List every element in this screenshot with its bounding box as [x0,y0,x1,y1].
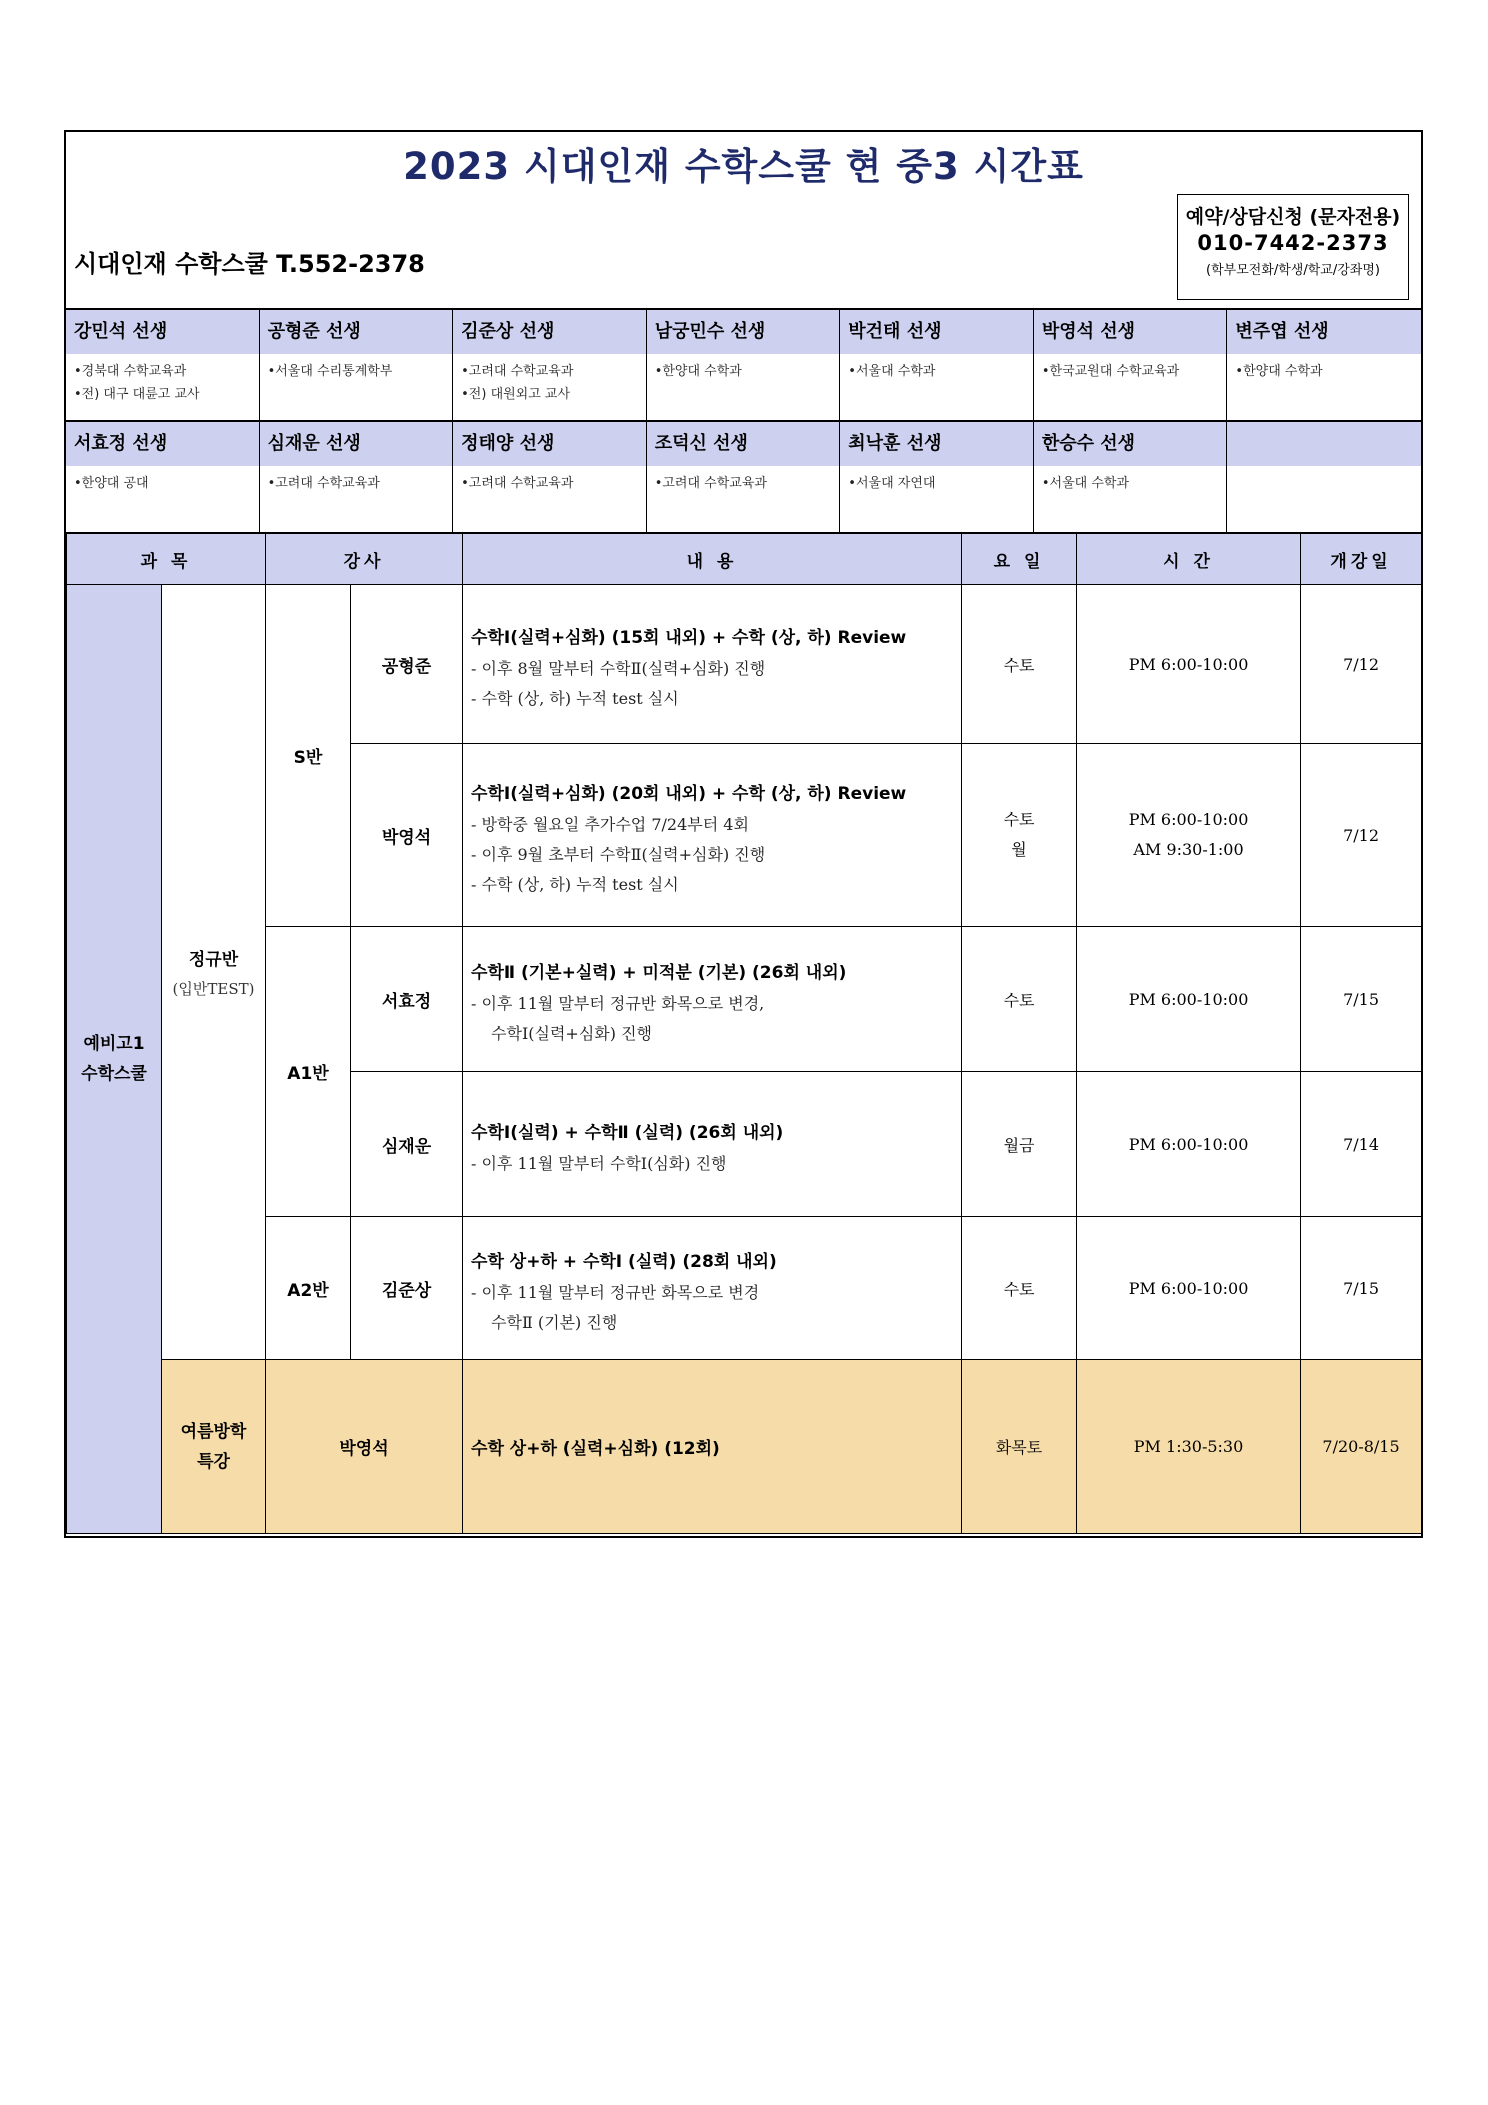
contact-note: (학부모전화/학생/학교/강좌명) [1206,263,1380,278]
table-row [67,927,1422,1072]
teacher-name: 김준상 선생 [453,310,647,354]
teacher-info: •고려대 수학교육과 [453,466,647,534]
category-cell: 예비고1 수학스쿨 [67,585,162,1534]
start-cell: 7/12 [1301,585,1422,744]
teacher-name: 박영석 선생 [1034,310,1228,354]
col-header-start: 개강일 [1301,533,1422,585]
time-cell: PM 6:00-10:00 AM 9:30-1:00 [1077,744,1301,927]
teacher-cell: 김준상 [351,1217,463,1360]
teacher-grid-row-2 [66,420,1421,534]
start-cell: 7/15 [1301,1217,1422,1360]
teacher-name: 남궁민수 선생 [647,310,841,354]
contact-box [1177,194,1409,300]
teacher-name: 정태양 선생 [453,422,647,466]
table-row [67,1217,1422,1360]
days-cell: 수토 월 [962,744,1077,927]
teacher-name: 조덕신 선생 [647,422,841,466]
teacher-info: •고려대 수학교육과 •전) 대원외고 교사 [453,354,647,422]
teacher-info: •한양대 수학과 [1235,364,1323,379]
teacher-name: 최낙훈 선생 [840,422,1034,466]
content-cell: 수학Ⅱ (기본+실력) + 미적분 (기본) (26회 내외) - 이후 11월 말부터 정규반 화목으로 변경, 수학Ⅰ(실력+심화) 진행 [463,927,962,1072]
contact-label: 예약/상담신청 (문자전용) [1185,206,1401,228]
teacher-info: •서울대 수학과 [840,354,1034,422]
days-cell: 수토 [962,1217,1077,1360]
teacher-info: •서울대 자연대 [840,466,1034,534]
timetable-document [64,130,1423,1538]
col-header-subject: 과 목 [67,533,266,585]
contact-number: 010-7442-2373 [1197,231,1389,255]
teacher-name: 한승수 선생 [1034,422,1228,466]
teacher-info [1227,466,1421,534]
page-title: 2023 시대인재 수학스쿨 현 중3 시간표 [403,145,1084,188]
content-cell: 수학Ⅰ(실력+심화) (15회 내외) + 수학 (상, 하) Review - 이후 8월 말부터 수학Ⅱ(실력+심화) 진행 - 수학 (상, 하) 누적 test 실시 [463,585,962,744]
teacher-info: •서울대 수학과 [1034,466,1228,534]
special-days-cell: 화목토 [962,1360,1077,1534]
teacher-cell: 심재운 [351,1072,463,1217]
org-phone: 시대인재 수학스쿨 T.552-2378 [74,250,425,278]
teacher-info: •고려대 수학교육과 [260,466,454,534]
col-header-days: 요 일 [962,533,1077,585]
col-header-content: 내 용 [463,533,962,585]
content-cell: 수학Ⅰ(실력) + 수학Ⅱ (실력) (26회 내외) - 이후 11월 말부터 수학Ⅰ(심화) 진행 [463,1072,962,1217]
col-header-teacher: 강사 [266,533,463,585]
teacher-info: •고려대 수학교육과 [647,466,841,534]
special-group-cell: 여름방학 특강 [162,1360,266,1534]
start-cell: 7/12 [1301,744,1422,927]
teacher-name: 변주엽 선생 [1227,310,1421,354]
table-header-row [67,533,1422,585]
class-a2-cell: A2반 [266,1217,351,1360]
table-row [67,585,1422,744]
teacher-info: •한국교원대 수학교육과 [1034,354,1228,422]
days-cell: 수토 [962,585,1077,744]
content-cell: 수학 상+하 + 수학Ⅰ (실력) (28회 내외) - 이후 11월 말부터 정규반 화목으로 변경 수학Ⅱ (기본) 진행 [463,1217,962,1360]
teacher-grid-row-1 [66,308,1421,422]
start-cell: 7/14 [1301,1072,1422,1217]
teacher-cell: 박영석 [351,744,463,927]
start-cell: 7/15 [1301,927,1422,1072]
special-teacher-cell: 박영석 [266,1360,463,1534]
teacher-cell: 공형준 [351,585,463,744]
teacher-name: 강민석 선생 [66,310,260,354]
teacher-cell: 서효정 [351,927,463,1072]
special-row [67,1360,1422,1534]
teacher-info: •한양대 수학과 [647,354,841,422]
teacher-name: 심재운 선생 [260,422,454,466]
group-cell: 정규반 (입반TEST) [162,585,266,1360]
teacher-name: 공형준 선생 [260,310,454,354]
time-cell: PM 6:00-10:00 [1077,927,1301,1072]
class-s-cell: S반 [266,585,351,927]
teacher-name [1227,422,1421,466]
days-cell: 수토 [962,927,1077,1072]
schedule-table [66,532,1422,1534]
time-cell: PM 6:00-10:00 [1077,1217,1301,1360]
teacher-name: 서효정 선생 [66,422,260,466]
special-content-cell: 수학 상+하 (실력+심화) (12회) [463,1360,962,1534]
content-cell: 수학Ⅰ(실력+심화) (20회 내외) + 수학 (상, 하) Review - 방학중 월요일 추가수업 7/24부터 4회 - 이후 9월 초부터 수학Ⅱ(실력+심화) 진행 - 수학 (상, 하) 누적 test 실시 [463,744,962,927]
class-a1-cell: A1반 [266,927,351,1217]
teacher-name: 박건태 선생 [840,310,1034,354]
teacher-info: •한양대 공대 [66,466,260,534]
special-time-cell: PM 1:30-5:30 [1077,1360,1301,1534]
time-cell: PM 6:00-10:00 [1077,1072,1301,1217]
col-header-time: 시 간 [1077,533,1301,585]
time-cell: PM 6:00-10:00 [1077,585,1301,744]
teacher-info: •서울대 수리통계학부 [260,354,454,422]
special-start-cell: 7/20-8/15 [1301,1360,1422,1534]
days-cell: 월금 [962,1072,1077,1217]
teacher-info: •경북대 수학교육과 •전) 대구 대륜고 교사 [66,354,260,422]
